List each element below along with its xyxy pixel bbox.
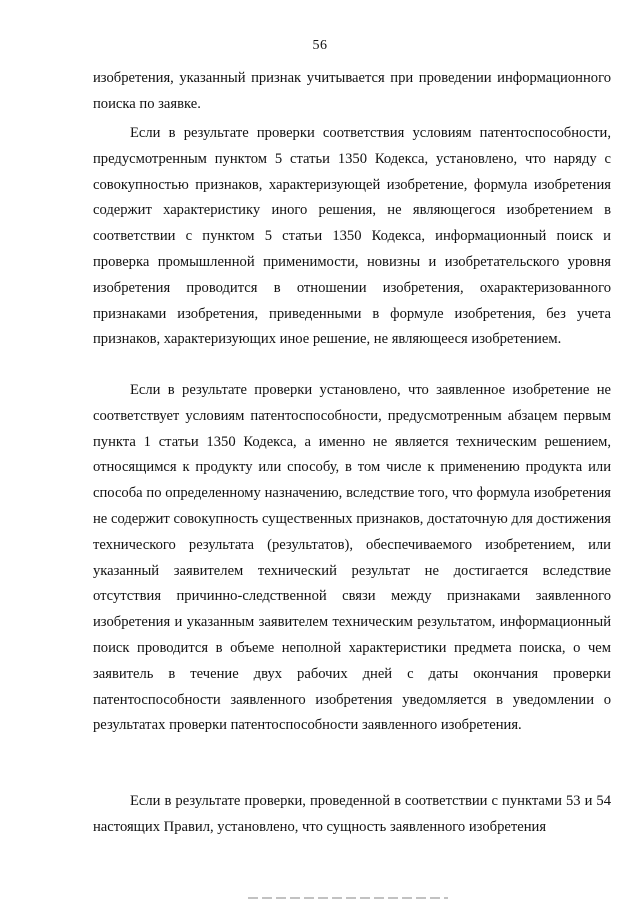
paragraph-2	[93, 121, 611, 353]
paragraph-4	[93, 789, 611, 841]
paragraph-3	[93, 378, 611, 739]
paragraph-1	[93, 66, 611, 118]
paragraph-1-text: изобретения, указанный признак учитывается при проведении информационного поиска по заявке.	[93, 70, 611, 112]
scan-artifact-line	[248, 897, 448, 899]
paragraph-3-text: Если в результате проверки установлено, что заявленное изобретение не соответствует условиям патентоспособности, предусмотренным абзацем первым пункта 1 статьи 1350 Кодекса, а именно не является техническим решением, относящимся к продукту или способу, в том числе к применению продукта или способа по определенному назначению, вследствие того, что формула изобретения не содержит совокупность существенных признаков, достаточную для достижения технического результата (результатов), обеспечиваемого изобретением, или указанный заявителем технический результат не достигается вследствие отсутствия причинно-следственной связи между признаками заявленного изобретения и указанным заявителем техническим результатом, информационный поиск проводится в объеме неполной характеристики предмета поиска, о чем заявитель в течение двух рабочих дней с даты окончания проверки патентоспособности заявленного изобретения уведомляется в уведомлении о результатах проверки патентоспособности заявленного изобретения.	[93, 382, 611, 734]
paragraph-2-text: Если в результате проверки соответствия условиям патентоспособности, предусмотренным пунктом 5 статьи 1350 Кодекса, установлено, что наряду с совокупностью признаков, характеризующей изобретение, формула изобретения содержит характеристику иного решения, не являющегося изобретением в соответствии с пунктом 5 статьи 1350 Кодекса, информационный поиск и проверка промышленной применимости, новизны и изобретательского уровня изобретения проводится в отношении изобретения, охарактеризованного признаками изобретения, приведенными в формуле изобретения, без учета признаков, характеризующих иное решение, не являющееся изобретением.	[93, 125, 611, 348]
page-number: 56	[312, 38, 328, 53]
paragraph-4-text: Если в результате проверки, проведенной в соответствии с пунктами 53 и 54 настоящих Правил, установлено, что сущность заявленного изобретения	[93, 793, 611, 835]
